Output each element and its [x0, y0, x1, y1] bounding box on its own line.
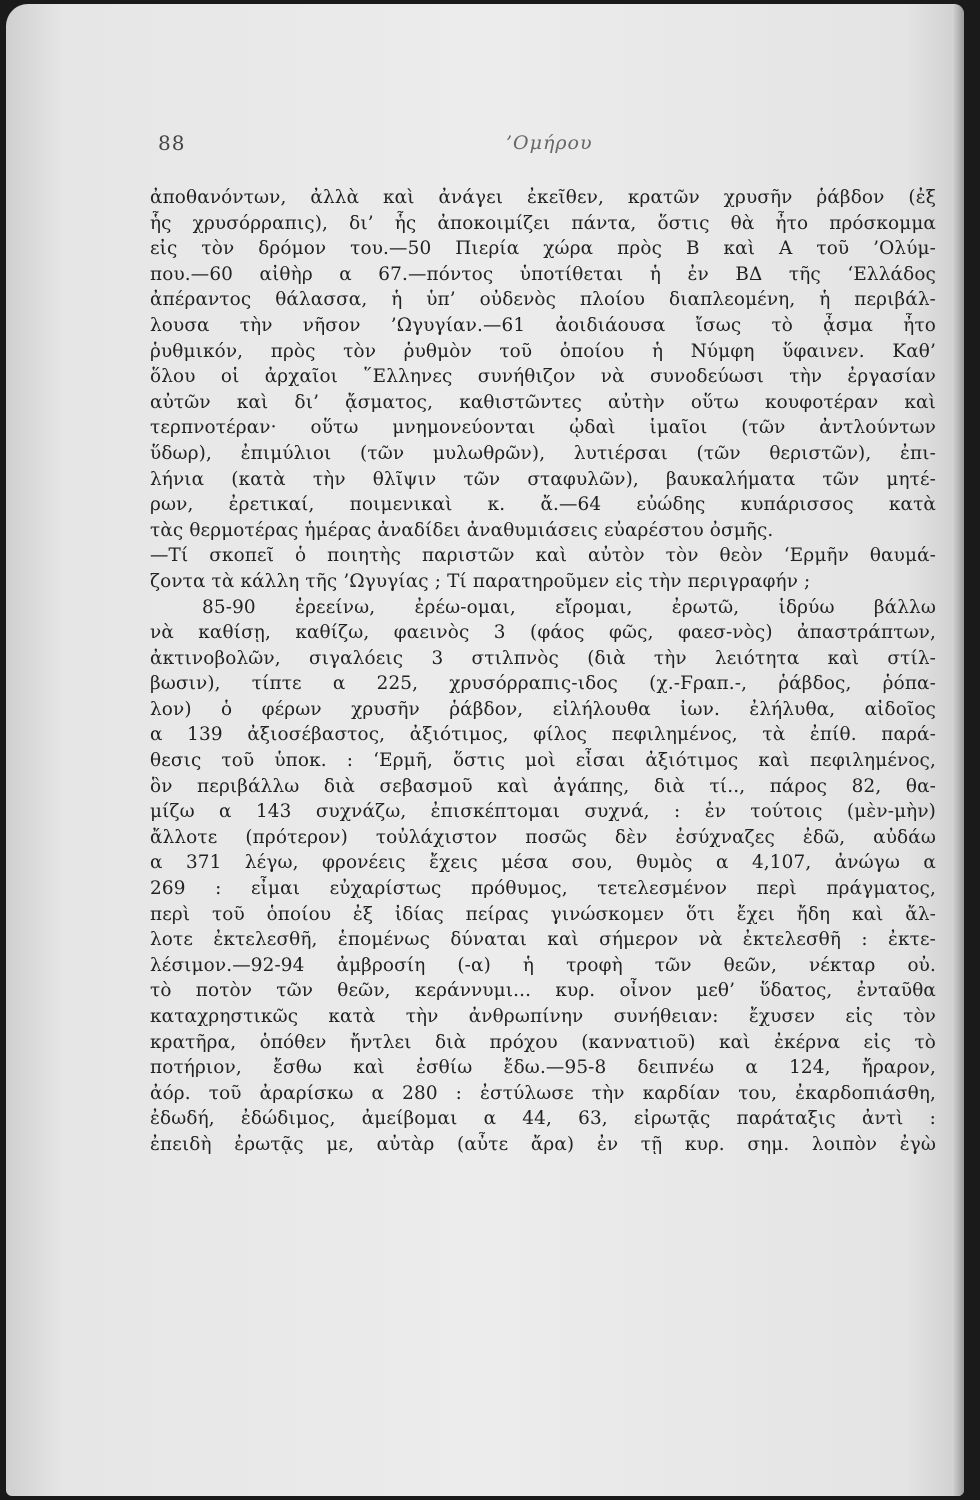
text-line: ὃν περιβάλλω διὰ σεβασμοῦ καὶ ἀγάπης, διὰ τί.., πάρος 82, θα-	[150, 775, 936, 797]
text-line: ἀόρ. τοῦ ἀραρίσκω α 280 : ἐστύλωσε τὴν καρδίαν του, ἐκαρδοπιάσθη,	[150, 1082, 936, 1104]
text-line: που.—60 αἰθὴρ α 67.—πόντος ὑποτίθεται ἡ ἐν ΒΔ τῆς ‘Ελλάδος	[150, 263, 936, 285]
text-line: ἄλλοτε (πρότερον) τοὐλάχιστον ποσῶς δὲν ἐσύχναζες ἐδῶ, αὐδάω	[150, 826, 936, 848]
text-line: λον) ὁ φέρων χρυσῆν ῥάβδον, εἰλήλουθα ἰων. ἐλήλυθα, αἰδοῖος	[150, 698, 936, 720]
text-line: καταχρηστικῶς κατὰ τὴν ἀνθρωπίνην συνήθειαν: ἔχυσεν εἰς τὸν	[150, 1006, 936, 1027]
running-head: ’Ομήρου	[506, 132, 593, 154]
text-line: —Τί σκοπεῖ ὁ ποιητὴς παριστῶν καὶ αὐτὸν τὸν θεὸν ‘Ερμῆν θαυμά-	[150, 545, 936, 567]
page-number: 88	[158, 131, 186, 155]
text-line: τὸ ποτὸν τῶν θεῶν, κεράννυμι... κυρ. οἶνον μεθ’ ὕδατος, ἐνταῦθα	[150, 980, 936, 1002]
text-line: α 371 λέγω, φρονέεις ἔχεις μέσα σου, θυμὸς α 4,107, ἀνώγω α	[150, 852, 936, 874]
text-line: ἧς χρυσόρραπις), δι’ ἧς ἀποκοιμίζει πάντα, ὅστις θὰ ἦτο πρόσκομμα	[150, 212, 936, 234]
text-line: λοτε ἐκτελεσθῆ, ἑπομένως δύναται καὶ σήμερον νὰ ἐκτελεσθῆ : ἐκτε-	[150, 929, 936, 951]
text-line: λήνια (κατὰ τὴν θλῖψιν τῶν σταφυλῶν), βαυκαλήματα τῶν μητέ-	[150, 468, 936, 490]
book-page	[6, 4, 964, 1496]
text-line: τὰς θερμοτέρας ἡμέρας ἀναδίδει ἀναθυμιάσεις εὐαρέστου ὀσμῆς.	[150, 519, 774, 541]
text-line: ῥυθμικόν, πρὸς τὸν ῥυθμὸν τοῦ ὁποίου ἡ Νύμφη ὕφαινεν. Καθ’	[150, 340, 936, 362]
text-line: ποτήριον, ἔσθω καὶ ἐσθίω ἔδω.—95-8 δειπνέω α 124, ἤραρον,	[150, 1057, 936, 1079]
text-line: αὐτῶν καὶ δι’ ᾄσματος, καθιστῶντες αὐτὴν οὕτω κουφοτέραν καὶ	[150, 391, 936, 413]
commentary-text	[150, 185, 936, 1158]
text-line: 85-90 ἐρεείνω, ἐρέω-ομαι, εἴρομαι, ἐρωτῶ, ἱδρύω βάλλω	[202, 596, 936, 618]
text-line: ὕδωρ), ἐπιμύλιοι (τῶν μυλωθρῶν), λυτιέρσαι (τῶν θεριστῶν), ἐπι-	[150, 442, 936, 464]
page-edge	[952, 4, 964, 1496]
text-line: λουσα τὴν νῆσον ’Ωγυγίαν.—61 ἀοιδιάουσα ἴσως τὸ ᾆσμα ἦτο	[150, 314, 936, 336]
text-line: ὅλου οἱ ἀρχαῖοι ῞Ελληνες συνήθιζον νὰ συνοδεύωσι τὴν ἐργασίαν	[150, 366, 936, 388]
text-line: ἐπειδὴ ἐρωτᾷς με, αὐτὰρ (αὖτε ἄρα) ἐν τῇ κυρ. σημ. λοιπὸν ἐγὼ	[150, 1133, 936, 1155]
text-line: τερπνοτέραν· οὕτω μνημονεύονται ᾠδαὶ ἱμαῖοι (τῶν ἀντλούντων	[150, 417, 936, 439]
text-line: ἀκτινοβολῶν, σιγαλόεις 3 στιλπνὸς (διὰ τὴν λειότητα καὶ στίλ-	[150, 647, 936, 669]
text-line: ἐδωδή, ἐδώδιμος, ἀμείβομαι α 44, 63, εἰρωτᾷς παράταξις ἀντὶ :	[150, 1108, 936, 1130]
text-line: κρατῆρα, ὁπόθεν ἤντλει διὰ πρόχου (καννατιοῦ) καὶ ἐκέρνα εἰς τὸ	[150, 1031, 936, 1053]
text-line: εἰς τὸν δρόμον του.—50 Πιερία χώρα πρὸς Β καὶ Α τοῦ ’Ολύμ-	[150, 238, 936, 260]
text-line: νὰ καθίσῃ, καθίζω, φαεινὸς 3 (φάος φῶς, φαεσ-νὸς) ἀπαστράπτων,	[150, 622, 936, 644]
text-line: ἀποθανόντων, ἀλλὰ καὶ ἀνάγει ἐκεῖθεν, κρατῶν χρυσῆν ῥάβδον (ἐξ	[150, 187, 936, 208]
text-line: ζοντα τὰ κάλλη τῆς ’Ωγυγίας ; Τί παρατηροῦμεν εἰς τὴν περιγραφήν ;	[150, 570, 811, 592]
text-line: θεσις τοῦ ὑποκ. : ‘Ερμῆ, ὅστις μοὶ εἶσαι ἀξιότιμος καὶ πεφιλημένος,	[150, 750, 936, 772]
page-header	[6, 131, 964, 161]
text-line: λέσιμον.—92-94 ἀμβροσίη (-α) ἡ τροφὴ τῶν θεῶν, νέκταρ οὐ.	[150, 954, 936, 976]
text-line: περὶ τοῦ ὁποίου ἐξ ἰδίας πείρας γινώσκομεν ὅτι ἔχει ἤδη καὶ ἄλ-	[150, 903, 936, 925]
text-line: μίζω α 143 συχνάζω, ἐπισκέπτομαι συχνά, : ἐν τούτοις (μὲν-μὴν)	[150, 801, 936, 823]
text-line: ἀπέραντος θάλασσα, ἡ ὑπ’ οὐδενὸς πλοίου διαπλεομένη, ἡ περιβάλ-	[150, 289, 936, 311]
text-line: 269 : εἶμαι εὐχαρίστως πρόθυμος, τετελεσμένον περὶ πράγματος,	[150, 878, 936, 900]
text-line: ρων, ἐρετικαί, ποιμενικαὶ κ. ἄ.—64 εὐώδης κυπάρισσος κατὰ	[150, 494, 936, 516]
text-line: βωσιν), τίπτε α 225, χρυσόρραπις-ιδος (χ.-Ϝραπ.-, ῥάβδος, ῥόπα-	[150, 673, 936, 695]
text-line: α 139 ἀξιοσέβαστος, ἀξιότιμος, φίλος πεφιλημένος, τὰ ἐπίθ. παρά-	[150, 724, 936, 746]
